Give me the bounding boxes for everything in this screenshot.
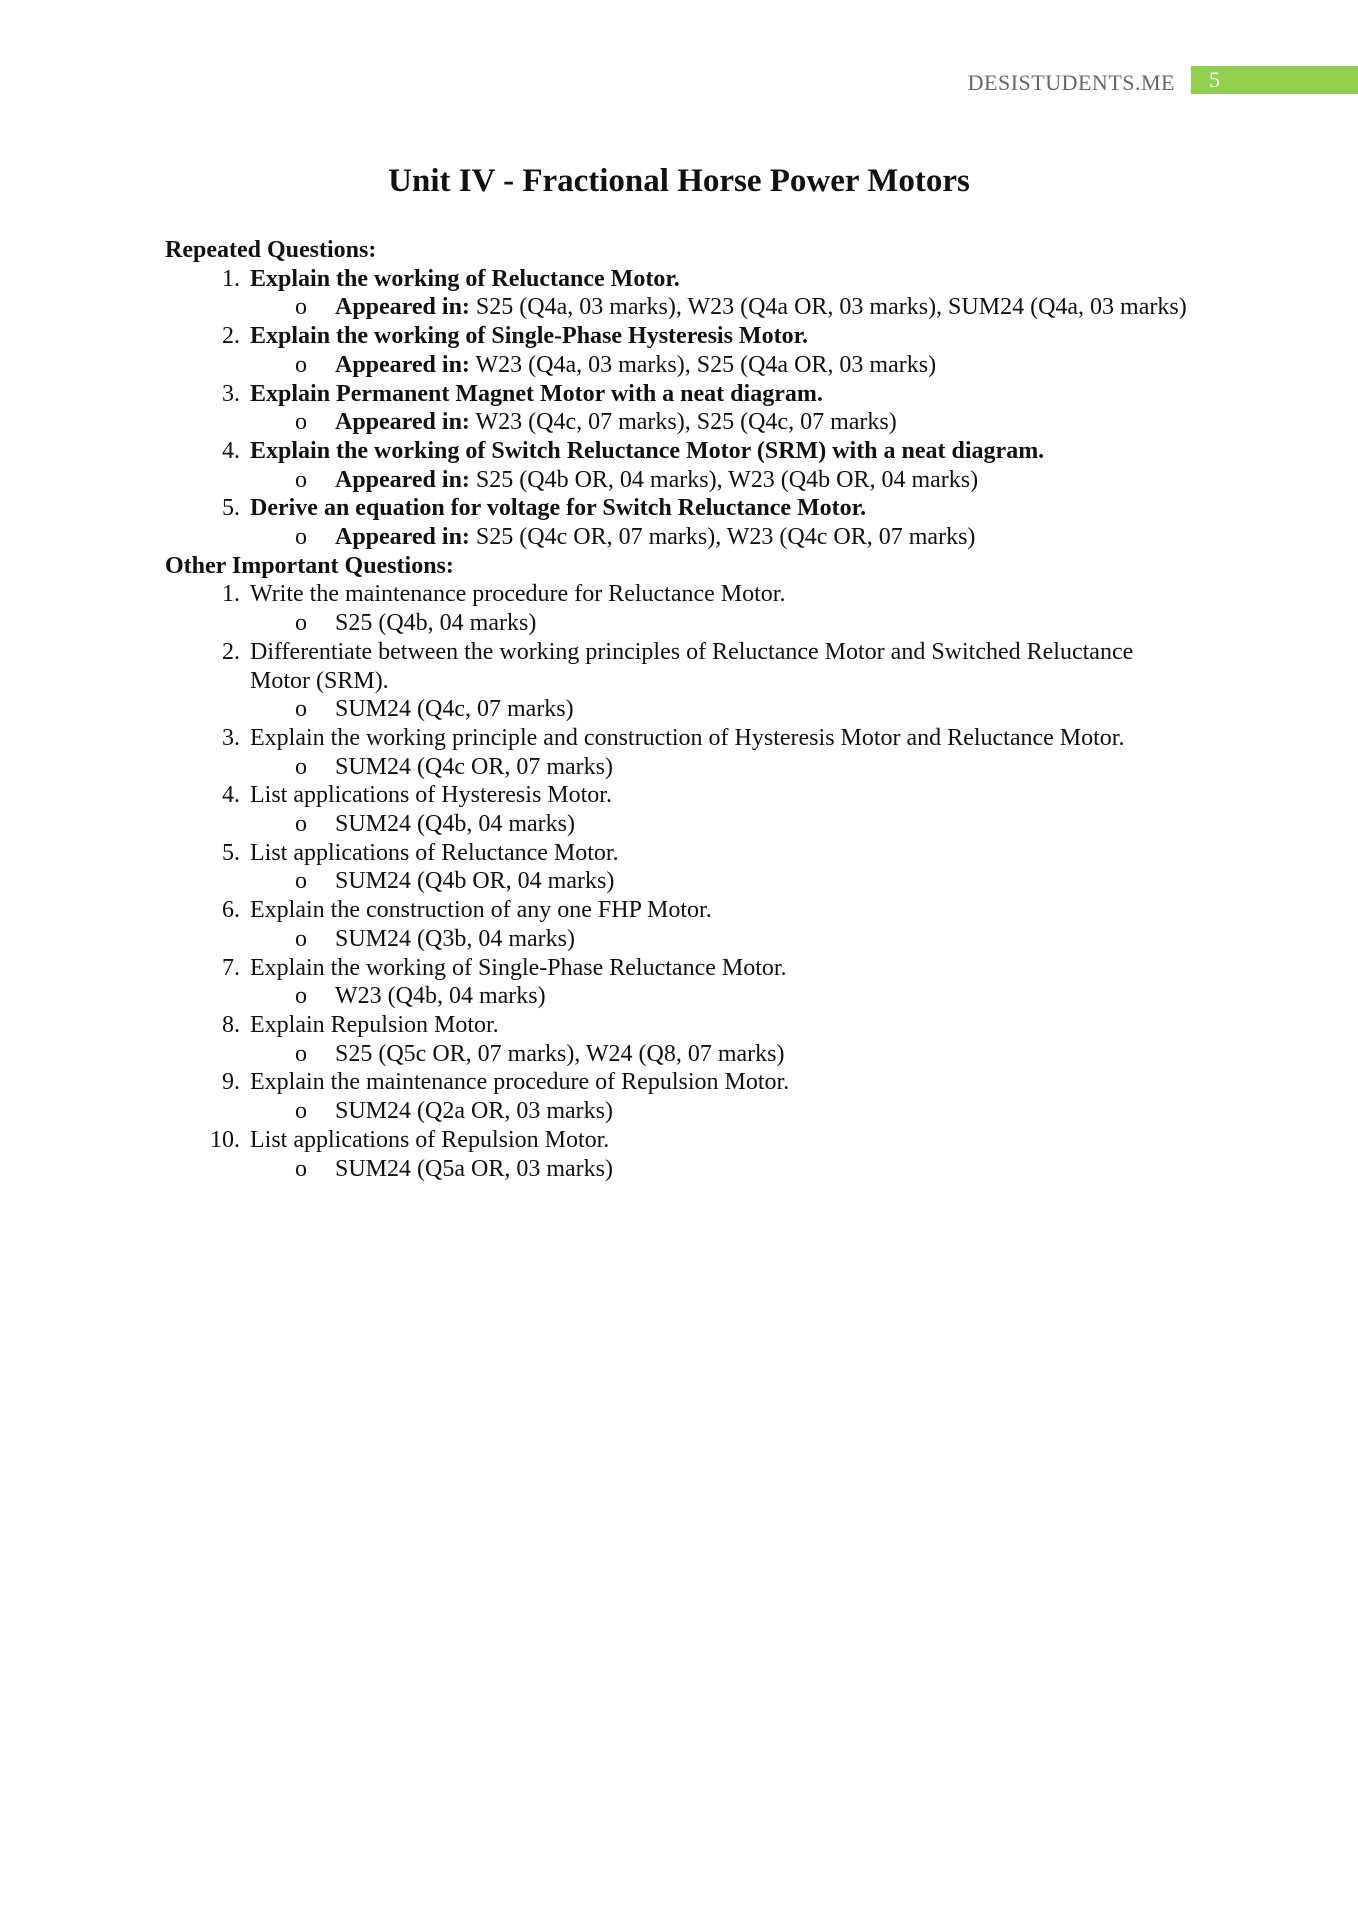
source-entry	[295, 695, 1195, 724]
bullet-icon: o	[295, 983, 307, 1010]
appeared-value: W23 (Q4a, 03 marks), S25 (Q4a OR, 03 marks)	[475, 351, 937, 378]
source-value: SUM24 (Q2a OR, 03 marks)	[335, 1098, 613, 1125]
bullet-icon: o	[295, 294, 307, 321]
bullet-icon: o	[295, 696, 307, 723]
appeared-label: Appeared in:	[335, 466, 470, 493]
page-title: Unit IV - Fractional Horse Power Motors	[388, 163, 970, 199]
appeared-entry	[295, 466, 1195, 495]
repeated-questions-heading: Repeated Questions:	[165, 237, 377, 263]
list-item	[246, 724, 1195, 781]
bullet-icon: o	[295, 811, 307, 838]
source-entry	[295, 1155, 1195, 1184]
source-value: SUM24 (Q3b, 04 marks)	[335, 925, 575, 952]
source-value: SUM24 (Q4c, 07 marks)	[335, 696, 574, 723]
bullet-icon: o	[295, 409, 307, 436]
question-text: Explain the working of Reluctance Motor.	[250, 265, 680, 292]
appeared-entry	[295, 408, 1195, 437]
source-entry	[295, 867, 1195, 896]
list-item	[246, 1068, 1195, 1125]
question-text: Derive an equation for voltage for Switch Reluctance Motor.	[250, 495, 867, 522]
list-item	[246, 896, 1195, 953]
question-text: Explain the working of Single-Phase Reluctance Motor.	[250, 954, 787, 981]
source-value: SUM24 (Q4c OR, 07 marks)	[335, 753, 613, 780]
source-entry	[295, 810, 1195, 839]
question-text: List applications of Hysteresis Motor.	[250, 782, 612, 809]
source-entry	[295, 982, 1195, 1011]
source-entry	[295, 609, 1195, 638]
source-value: W23 (Q4b, 04 marks)	[335, 983, 546, 1010]
list-item	[246, 638, 1195, 724]
list-item	[246, 322, 1195, 379]
appeared-entry	[295, 351, 1195, 380]
bullet-icon: o	[295, 753, 307, 780]
list-item	[246, 781, 1195, 838]
appeared-value: S25 (Q4c OR, 07 marks), W23 (Q4c OR, 07 marks)	[475, 524, 976, 551]
appeared-label: Appeared in:	[335, 524, 470, 551]
bullet-icon: o	[295, 925, 307, 952]
question-text: Explain the working principle and construction of Hysteresis Motor and Reluctance Motor.	[250, 724, 1125, 751]
appeared-label: Appeared in:	[335, 409, 470, 436]
source-entry	[295, 925, 1195, 954]
question-text: Explain Permanent Magnet Motor with a neat diagram.	[250, 380, 823, 407]
appeared-label: Appeared in:	[335, 351, 470, 378]
question-text: Explain the maintenance procedure of Repulsion Motor.	[250, 1069, 790, 1096]
appeared-value: S25 (Q4b OR, 04 marks), W23 (Q4b OR, 04 marks)	[475, 466, 979, 493]
source-value: SUM24 (Q5a OR, 03 marks)	[335, 1155, 613, 1182]
page-number: 5	[1191, 66, 1358, 94]
source-value: SUM24 (Q4b, 04 marks)	[335, 811, 575, 838]
list-item	[246, 265, 1195, 322]
bullet-icon: o	[295, 868, 307, 895]
question-text: Explain Repulsion Motor.	[250, 1011, 499, 1038]
appeared-entry	[295, 523, 1195, 552]
source-entry	[295, 753, 1195, 782]
other-questions-list	[165, 580, 1195, 1183]
document-body	[165, 236, 1195, 1183]
bullet-icon: o	[295, 524, 307, 551]
question-text: Explain the working of Single-Phase Hysteresis Motor.	[250, 323, 809, 350]
list-item	[246, 494, 1195, 551]
repeated-questions-list	[165, 265, 1195, 552]
appeared-entry	[295, 293, 1195, 322]
source-value: SUM24 (Q4b OR, 04 marks)	[335, 868, 615, 895]
list-item	[246, 1011, 1195, 1068]
bullet-icon: o	[295, 1040, 307, 1067]
source-entry	[295, 1040, 1195, 1069]
list-item	[246, 580, 1195, 637]
other-questions-heading: Other Important Questions:	[165, 552, 454, 579]
list-item	[246, 839, 1195, 896]
list-item	[246, 437, 1195, 494]
question-text: Write the maintenance procedure for Reluctance Motor.	[250, 581, 786, 608]
source-entry	[295, 1097, 1195, 1126]
bullet-icon: o	[295, 466, 307, 493]
appeared-value: W23 (Q4c, 07 marks), S25 (Q4c, 07 marks)	[475, 409, 897, 436]
bullet-icon: o	[295, 1155, 307, 1182]
question-text: Explain the construction of any one FHP Motor.	[250, 897, 712, 924]
brand-name: DESISTUDENTS.ME	[967, 70, 1175, 95]
source-value: S25 (Q5c OR, 07 marks), W24 (Q8, 07 marks)	[335, 1040, 785, 1067]
bullet-icon: o	[295, 1098, 307, 1125]
question-text: Explain the working of Switch Reluctance Motor (SRM) with a neat diagram.	[250, 437, 1045, 464]
list-item	[246, 954, 1195, 1011]
appeared-value: S25 (Q4a, 03 marks), W23 (Q4a OR, 03 marks), SUM24 (Q4a, 03 marks)	[475, 294, 1187, 321]
appeared-label: Appeared in:	[335, 294, 470, 321]
question-text: Differentiate between the working principles of Reluctance Motor and Switched Reluctance Motor (SRM).	[250, 638, 1134, 694]
bullet-icon: o	[295, 610, 307, 637]
bullet-icon: o	[295, 351, 307, 378]
question-text: List applications of Reluctance Motor.	[250, 839, 619, 866]
source-value: S25 (Q4b, 04 marks)	[335, 610, 537, 637]
question-text: List applications of Repulsion Motor.	[250, 1126, 610, 1153]
page-header	[0, 66, 1358, 100]
list-item	[246, 380, 1195, 437]
list-item	[246, 1126, 1195, 1183]
